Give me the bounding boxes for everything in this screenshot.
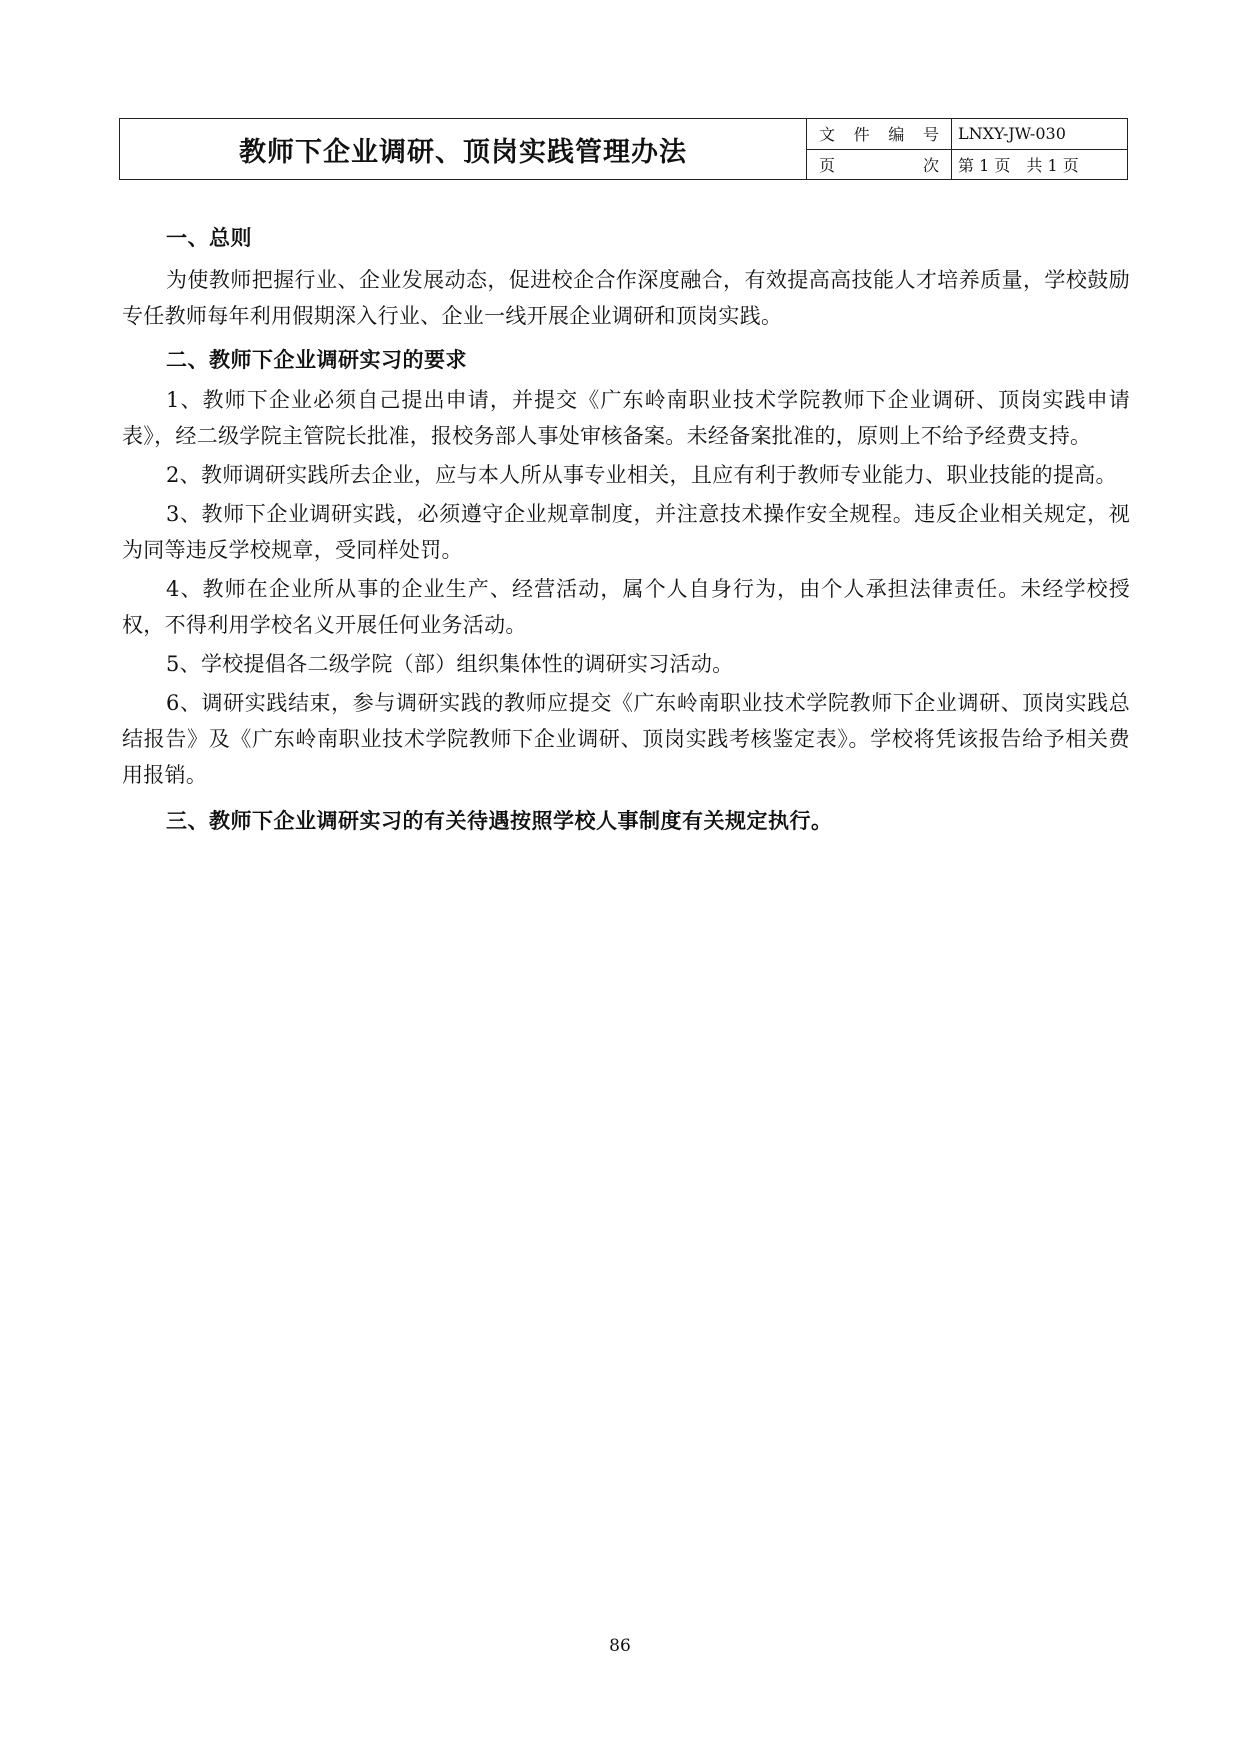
- requirement-item: 1、教师下企业必须自己提出申请，并提交《广东岭南职业技术学院教师下企业调研、顶岗实践申请表》，经二级学院主管院长批准，报校务部人事处审核备案。未经备案批准的，原则上不给予经费支持。: [122, 388, 1130, 448]
- page-info-label: 页 次: [807, 150, 952, 180]
- paragraph-general: 为使教师把握行业、企业发展动态，促进校企合作深度融合，有效提高高技能人才培养质量，学校鼓励专任教师每年利用假期深入行业、企业一线开展企业调研和顶岗实践。: [122, 268, 1130, 328]
- page-info-value: 第 1 页 共 1 页: [958, 155, 1079, 175]
- doc-number-label: 文 件 编 号: [807, 119, 952, 149]
- document-title: 教师下企业调研、顶岗实践管理办法: [120, 119, 807, 179]
- page-info-row: [807, 149, 1127, 180]
- requirement-item: 6、调研实践结束，参与调研实践的教师应提交《广东岭南职业技术学院教师下企业调研、顶岗实践总结报告》及《广东岭南职业技术学院教师下企业调研、顶岗实践考核鉴定表》。学校将凭该报告给予相关费用报销。: [122, 691, 1130, 787]
- requirement-item: 5、学校提倡各二级学院（部）组织集体性的调研实习活动。: [166, 652, 734, 676]
- document-body: [122, 220, 1130, 839]
- requirement-item: 3、教师下企业调研实践，必须遵守企业规章制度，并注意技术操作安全规程。违反企业相关规定，视为同等违反学校规章，受同样处罚。: [122, 502, 1130, 562]
- requirement-item: 4、教师在企业所从事的企业生产、经营活动，属个人自身行为，由个人承担法律责任。未经学校授权，不得利用学校名义开展任何业务活动。: [122, 577, 1130, 637]
- document-meta: [807, 119, 1127, 179]
- page-number: 86: [609, 1636, 631, 1656]
- section-heading-requirements: 二、教师下企业调研实习的要求: [166, 348, 467, 372]
- document-header-table: [119, 118, 1128, 180]
- section-heading-general: 一、总则: [166, 226, 252, 250]
- requirement-item: 2、教师调研实践所去企业，应与本人所从事专业相关，且应有利于教师专业能力、职业技能的提高。: [166, 463, 1117, 487]
- doc-number-row: [807, 119, 1127, 149]
- section-heading-benefits: 三、教师下企业调研实习的有关待遇按照学校人事制度有关规定执行。: [166, 809, 833, 833]
- doc-number-value: LNXY-JW-030: [958, 124, 1066, 144]
